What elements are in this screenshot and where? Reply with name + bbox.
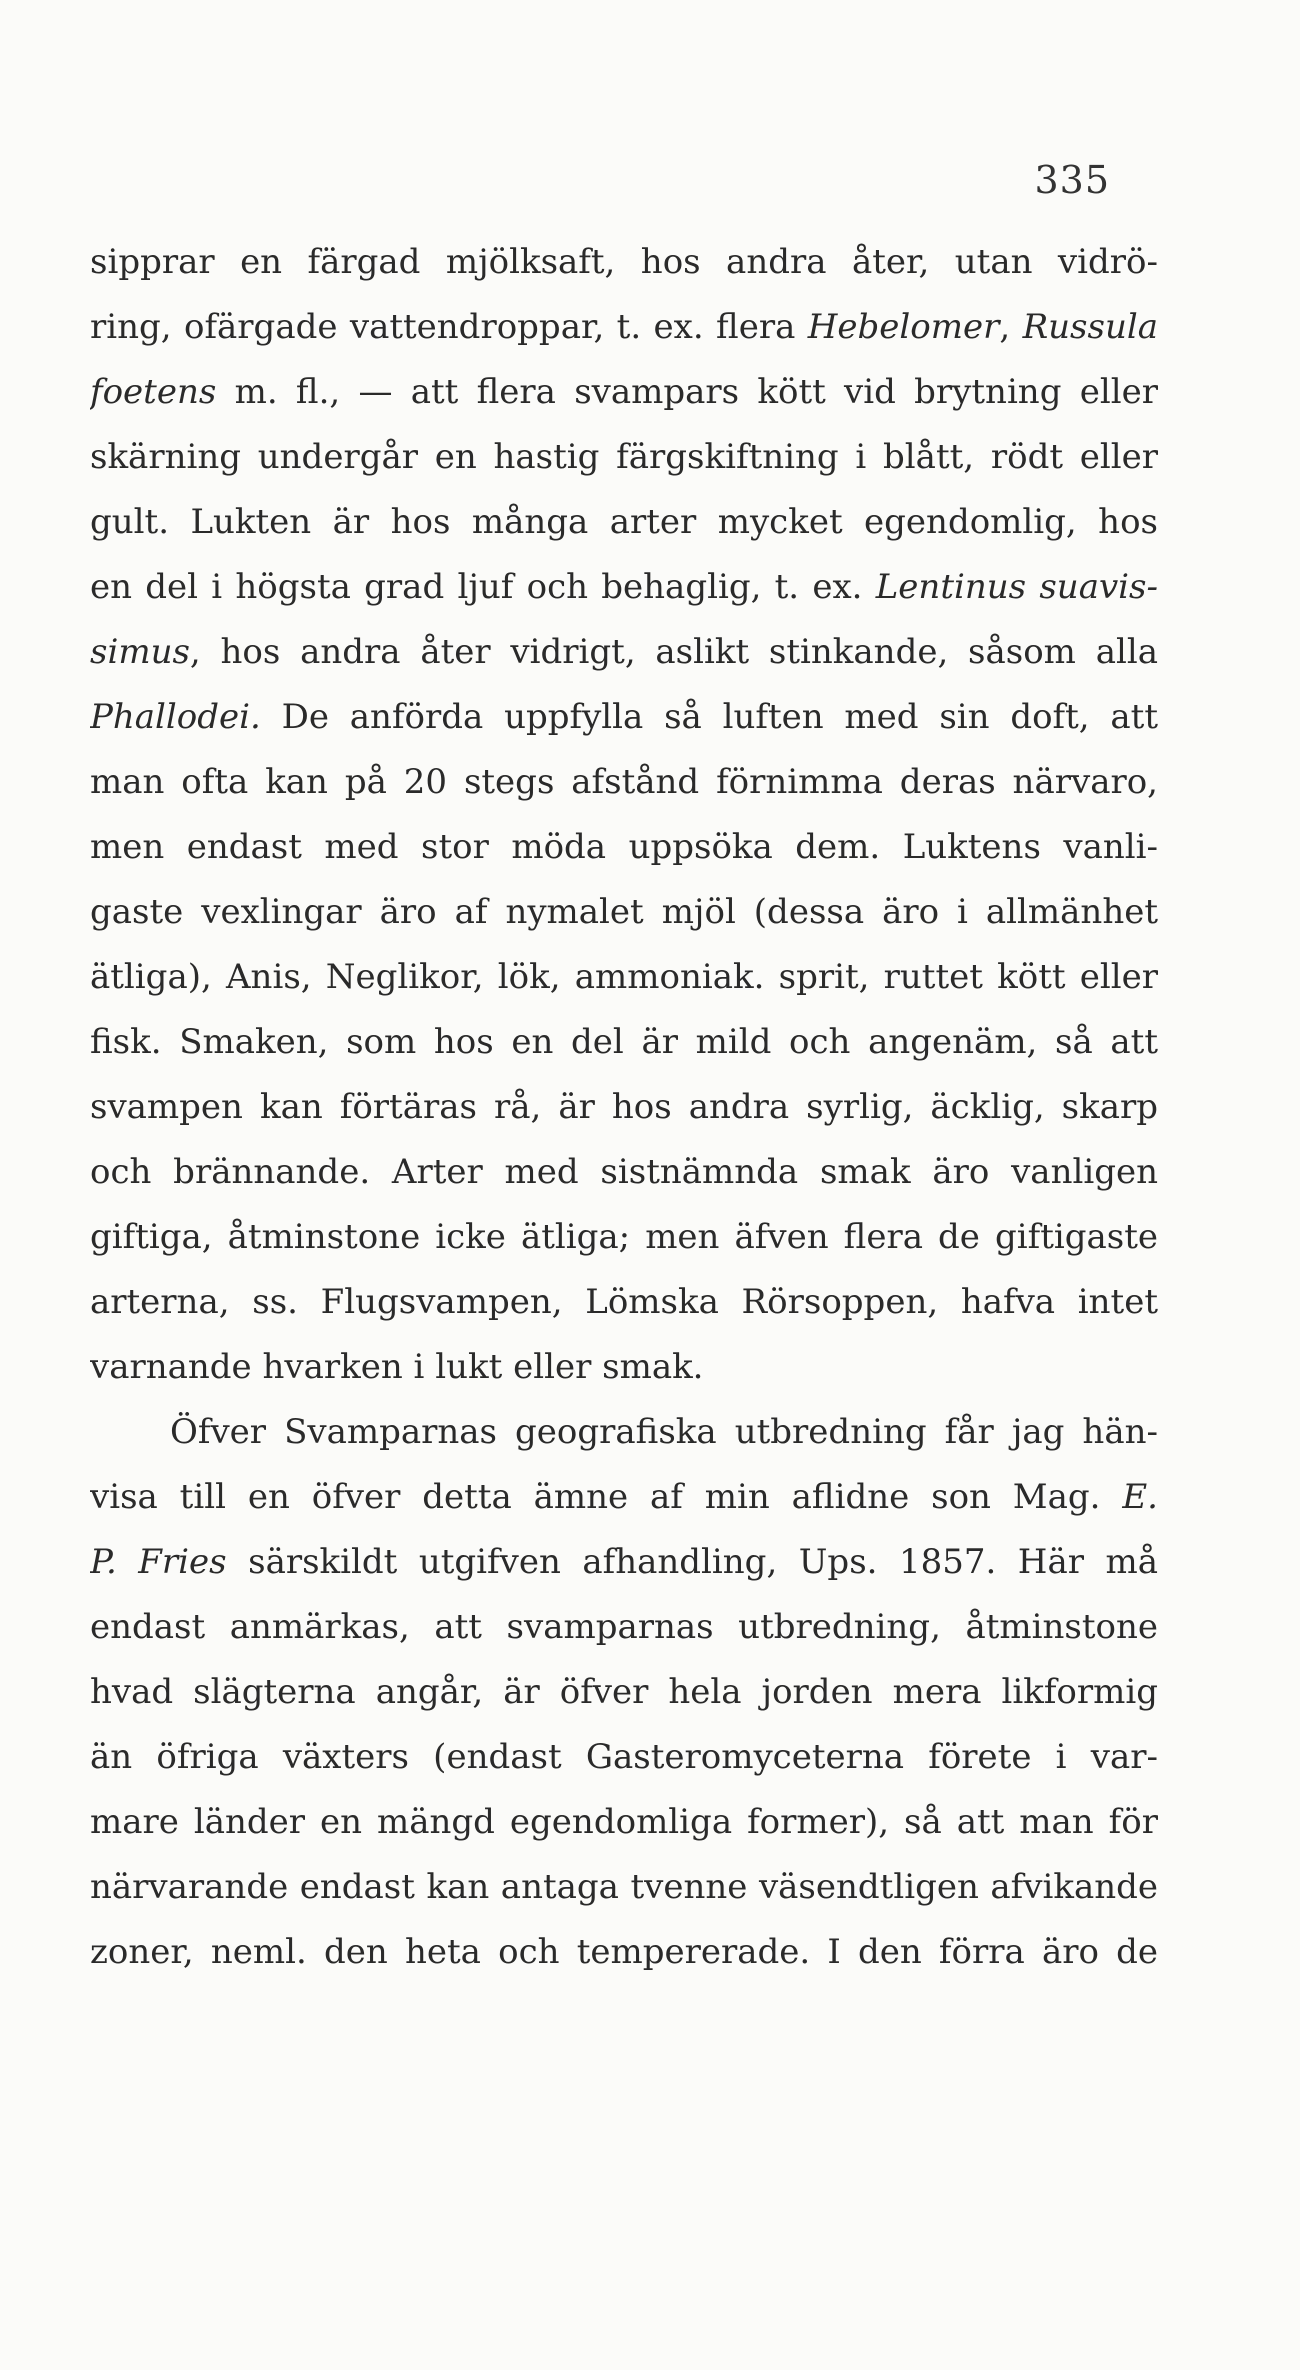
line-text: men endast med stor möda uppsöka dem. Luktens vanli- [90,827,1158,867]
line-text: varnande hvarken i lukt eller smak. [90,1347,704,1387]
text-line [90,1140,1158,1205]
text-line [90,1855,1158,1920]
text-line [90,1010,1158,1075]
italic-text: Russula [1022,307,1158,347]
line-text: ring, ofärgade vattendroppar, t. ex. flera [90,307,808,347]
text-line [90,425,1158,490]
text-line [90,1595,1158,1660]
line-text: gaste vexlingar äro af nymalet mjöl (dessa äro i allmänhet [90,892,1158,932]
line-text: fisk. Smaken, som hos en del är mild och angenäm, så att [90,1022,1158,1062]
line-text: man ofta kan på 20 stegs afstånd förnimma deras närvaro, [90,762,1158,802]
italic-text: foetens [90,372,217,412]
italic-text: Hebelomer [807,307,1000,347]
text-line [90,295,1158,360]
line-text: svampen kan förtäras rå, är hos andra syrlig, äcklig, skarp [90,1087,1158,1127]
body-text [90,230,1158,1985]
text-line [90,490,1158,555]
italic-text: Phallodei. [90,697,261,737]
text-line [90,1920,1158,1985]
line-text: De anförda uppfylla så luften med sin doft, att [260,697,1158,737]
text-line [90,1530,1158,1595]
text-line [90,620,1158,685]
line-text: än öfriga växters (endast Gasteromyceterna förete i var- [90,1737,1158,1777]
text-line [90,815,1158,880]
line-text: , hos andra åter vidrigt, aslikt stinkande, såsom alla [189,632,1158,672]
line-text: m. fl., — att flera svampars kött vid brytning eller [216,372,1158,412]
italic-text: E. [1122,1477,1158,1517]
text-line [90,360,1158,425]
italic-text: Lentinus suavis- [875,567,1158,607]
text-line [90,880,1158,945]
text-line [90,1075,1158,1140]
text-line [90,230,1158,295]
text-line [90,1725,1158,1790]
line-text: Öfver Svamparnas geografiska utbredning får jag hän- [170,1412,1158,1452]
text-line [90,685,1158,750]
text-line [90,1790,1158,1855]
text-line [90,555,1158,620]
line-text: zoner, neml. den heta och tempererade. I den förra äro de [90,1932,1158,1972]
line-text: visa till en öfver detta ämne af min aflidne son Mag. [90,1477,1123,1517]
text-line [90,1465,1158,1530]
italic-text: simus [90,632,190,672]
italic-text: P. Fries [90,1542,227,1582]
text-line [90,1205,1158,1270]
line-text: , [999,307,1023,347]
text-line [90,1270,1158,1335]
line-text: särskildt utgifven afhandling, Ups. 1857. Här må [226,1542,1158,1582]
line-text: skärning undergår en hastig färgskiftning i blått, rödt eller [90,437,1158,477]
line-text: gult. Lukten är hos många arter mycket egendomlig, hos [90,502,1158,542]
line-text: en del i högsta grad ljuf och behaglig, t. ex. [90,567,876,607]
text-line [90,750,1158,815]
text-line [90,945,1158,1010]
page-number: 335 [1034,158,1110,202]
text-line [90,1660,1158,1725]
line-text: ätliga), Anis, Neglikor, lök, ammoniak. sprit, ruttet kött eller [90,957,1158,997]
line-text: mare länder en mängd egendomliga former), så att man för [90,1802,1158,1842]
text-line [90,1335,1158,1400]
line-text: hvad slägterna angår, är öfver hela jorden mera likformig [90,1672,1158,1712]
line-text: endast anmärkas, att svamparnas utbredning, åtminstone [90,1607,1158,1647]
line-text: arterna, ss. Flugsvampen, Lömska Rörsoppen, hafva intet [90,1282,1158,1322]
text-line [90,1400,1158,1465]
line-text: sipprar en färgad mjölksaft, hos andra åter, utan vidrö- [90,242,1158,282]
line-text: och brännande. Arter med sistnämnda smak äro vanligen [90,1152,1158,1192]
line-text: närvarande endast kan antaga tvenne väsendtligen afvikande [90,1867,1158,1907]
line-text: giftiga, åtminstone icke ätliga; men äfven flera de giftigaste [90,1217,1158,1257]
